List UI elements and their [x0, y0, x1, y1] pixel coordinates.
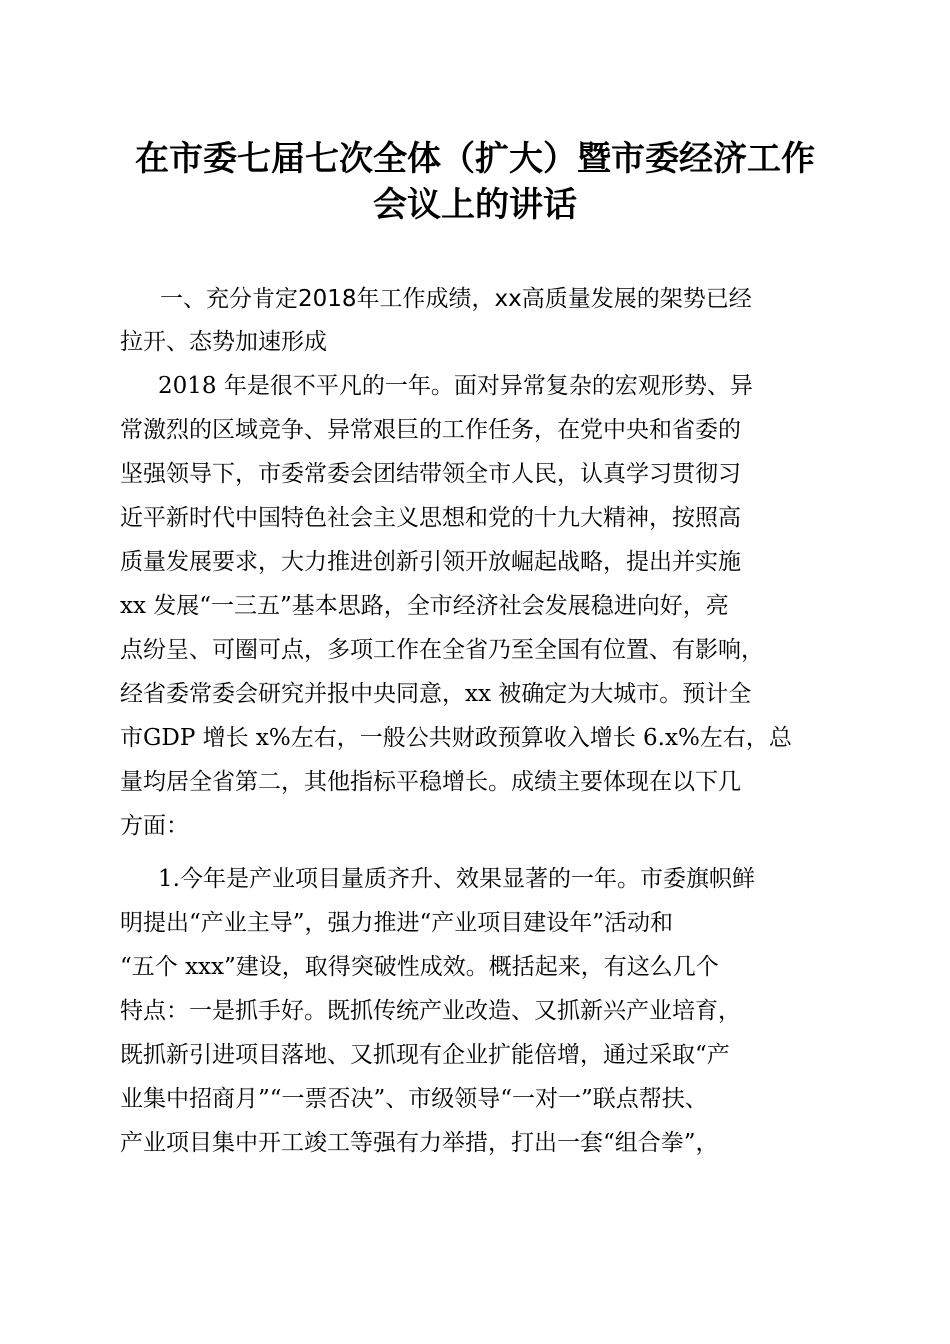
paragraph-2-line: “五个 xxx”建设，取得突破性成效。概括起来，有这么几个 [120, 954, 719, 980]
paragraph-2-line: 特点：一是抓手好。既抓传统产业改造、又抓新兴产业培育， [120, 998, 741, 1024]
document-title-line-1: 在市委七届七次全体（扩大）暨市委经济工作 [135, 139, 815, 179]
document-title-line-2: 会议上的讲话 [373, 185, 577, 225]
paragraph-2-line: 产业项目集中开工竣工等强有力举措，打出一套“组合拳”， [120, 1130, 719, 1156]
paragraph-1-line: 常激烈的区域竞争、异常艰巨的工作任务，在党中央和省委的 [120, 417, 741, 443]
paragraph-1-line: 质量发展要求，大力推进创新引领开放崛起战略，提出并实施 [120, 549, 741, 575]
paragraph-2-line: 1.今年是产业项目量质齐升、效果显著的一年。市委旗帜鲜 [158, 866, 755, 892]
section-heading-line-2: 拉开、态势加速形成 [120, 329, 327, 355]
paragraph-1-line: 坚强领导下，市委常委会团结带领全市人民，认真学习贯彻习 [120, 461, 741, 487]
paragraph-1-line: 点纷呈、可圈可点，多项工作在全省乃至全国有位置、有影响， [120, 637, 764, 663]
paragraph-1-line: 经省委常委会研究并报中央同意，xx 被确定为大城市。预计全 [120, 681, 752, 707]
paragraph-2-line: 既抓新引进项目落地、又抓现有企业扩能倍增，通过采取“产 [120, 1042, 730, 1068]
paragraph-2-line: 业集中招商月”“一票否决”、市级领导“一对一”联点帮扶、 [120, 1086, 708, 1112]
paragraph-1-line: 近平新时代中国特色社会主义思想和党的十九大精神，按照高 [120, 505, 741, 531]
paragraph-1-line: 方面： [120, 813, 189, 839]
paragraph-2-line: 明提出“产业主导”，强力推进“产业项目建设年”活动和 [120, 910, 674, 936]
paragraph-1-line: 量均居全省第二，其他指标平稳增长。成绩主要体现在以下几 [120, 769, 741, 795]
paragraph-1-line: 市GDP 增长 x%左右，一般公共财政预算收入增长 6.x%左右，总 [120, 725, 792, 751]
paragraph-1-line: 2018 年是很不平凡的一年。面对异常复杂的宏观形势、异 [158, 373, 753, 399]
section-heading-line-1: 一、充分肯定2018年工作成绩，xx高质量发展的架势已经 [160, 286, 752, 312]
paragraph-1-line: xx 发展“一三五”基本思路，全市经济社会发展稳进向好，亮 [120, 593, 729, 619]
